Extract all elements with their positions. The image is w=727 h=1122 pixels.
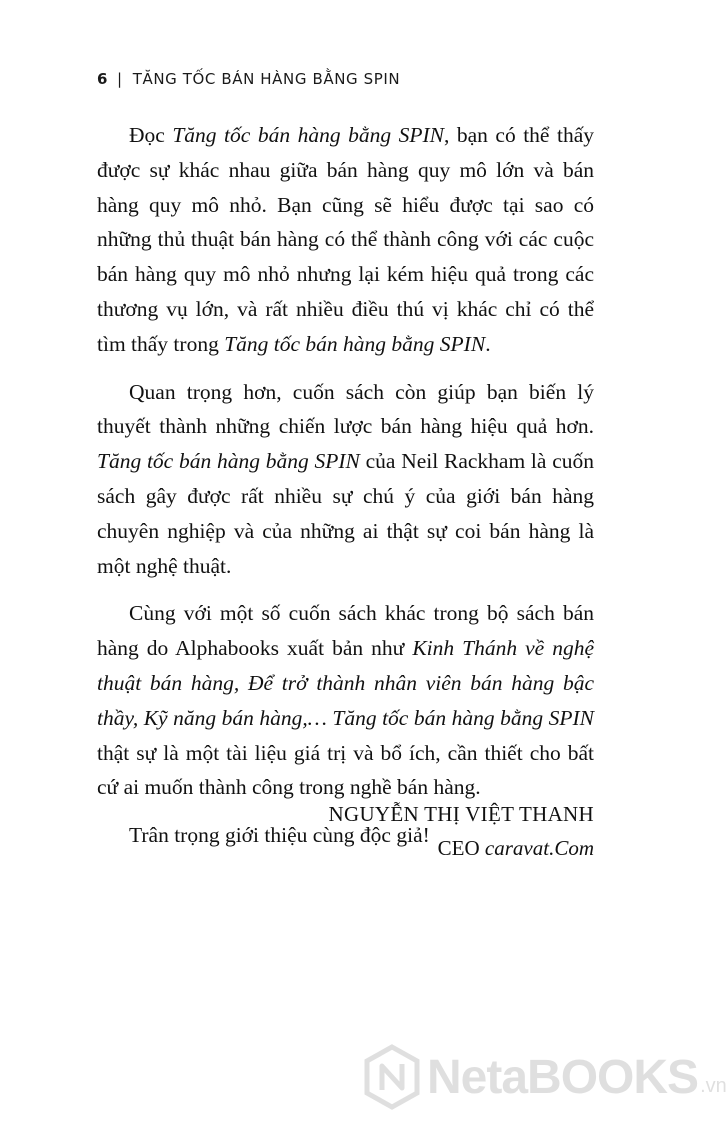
paragraph [97, 118, 594, 362]
paragraph [97, 375, 594, 584]
page-number: 6 [97, 70, 109, 88]
book-title-italic: Tăng tốc bán hàng bằng SPIN [224, 331, 486, 356]
body-text [97, 118, 594, 863]
text-segment: Quan trọng hơn, cuốn sách còn giúp bạn biến lý thuyết thành những chiến lược bán hàng hiệu quả hơn. [97, 379, 594, 439]
watermark [363, 1042, 727, 1112]
text-segment: của Neil Rackham là cuốn sách gây được rất nhiều sự chú ý của giới bán hàng chuyên nghiệp và của những ai thật sự coi bán hàng là một nghệ thuật. [97, 449, 594, 578]
book-titles-italic: Kinh Thánh về nghệ thuật bán hàng, Để trở thành nhân viên bán hàng bậc thầy, Kỹ năng bán hàng,… Tăng tốc bán hàng bằng SPIN [97, 636, 594, 730]
text-segment: Trân trọng giới thiệu cùng độc giả! [129, 823, 430, 848]
text-segment: thật sự là một tài liệu giá trị và bổ ích, cần thiết cho bất cứ ai muốn thành công trong nghề bán hàng. [97, 740, 594, 800]
watermark-brand: NetaBOOKS [427, 1050, 699, 1104]
text-segment: Cùng với một số cuốn sách khác trong bộ sách bán hàng do Alphabooks xuất bản như [97, 601, 594, 661]
signature-company: caravat.Com [484, 836, 594, 860]
watermark-suffix: .vn [700, 1075, 727, 1097]
signature-role: CEO [437, 836, 485, 860]
neta-hexagon-n-logo-icon [363, 1044, 421, 1110]
header-separator: | [117, 70, 123, 88]
text-segment: , bạn có thể thấy được sự khác nhau giữa bán hàng quy mô lớn và bán hàng quy mô nhỏ. Bạn cũng sẽ hiểu được tại sao có những thủ thuật bán hàng có thể thành công với các cuộc bán hàng quy mô nhỏ nhưng lại kém hiệu quả trong các thương vụ lớn, và rất nhiều điều thú vị khác chỉ có thể tìm thấy trong [97, 123, 594, 356]
signature-title [438, 836, 594, 861]
running-title: TĂNG TỐC BÁN HÀNG BẰNG SPIN [132, 70, 401, 88]
text-segment: . [485, 331, 491, 356]
running-header [97, 70, 400, 88]
paragraph [97, 596, 594, 805]
signature-name: NGUYỄN THỊ VIỆT THANH [328, 802, 594, 826]
book-title-italic: Tăng tốc bán hàng bằng SPIN [172, 123, 444, 147]
book-title-italic: Tăng tốc bán hàng bằng SPIN [97, 449, 360, 474]
text-segment: Đọc [129, 123, 173, 147]
